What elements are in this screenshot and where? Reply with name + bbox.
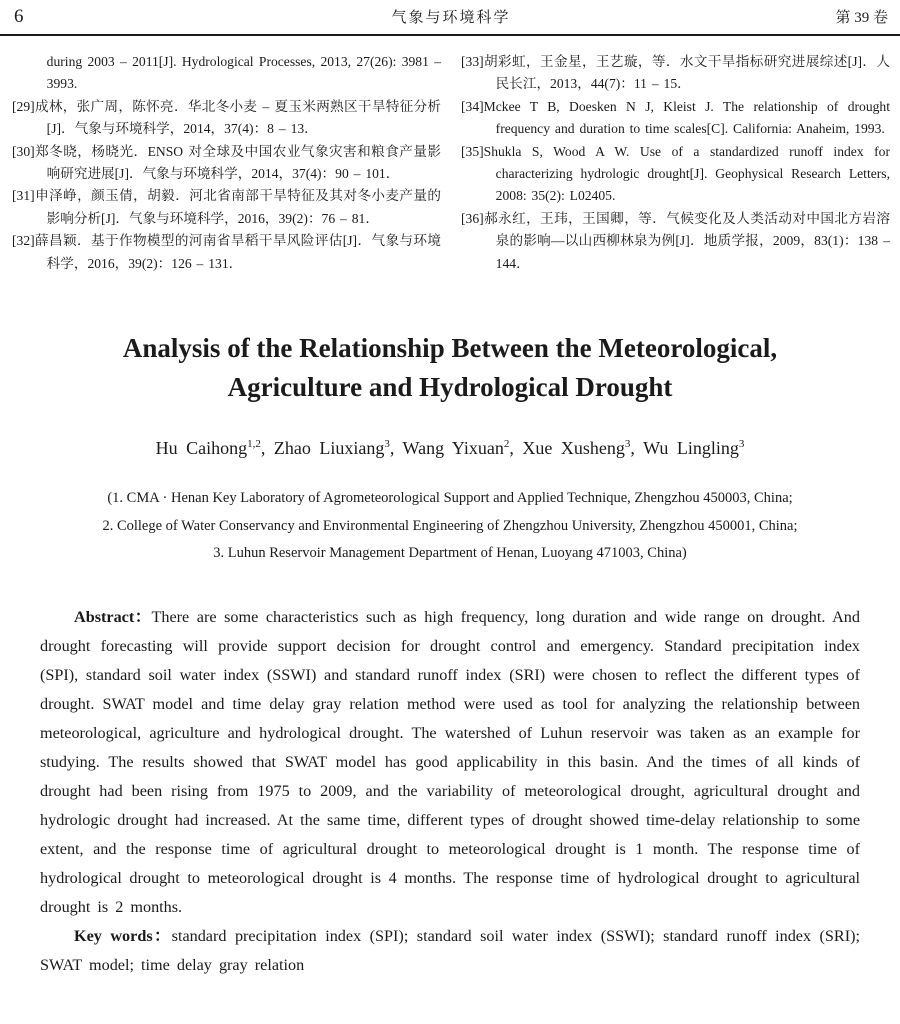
reference-item [12, 185, 441, 230]
reference-item [461, 51, 890, 96]
volume-label: 第 39 卷 [835, 10, 888, 26]
reference-marker: [30] [12, 143, 35, 159]
page-number: 6 [14, 6, 24, 27]
author [403, 438, 523, 458]
reference-text: 薛昌颖．基于作物模型的河南省旱稻干旱风险评估[J]．气象与环境科学，2016，39(2)：126 – 131． [34, 233, 441, 271]
author-name: Xue Xusheng [522, 438, 625, 459]
article-title-line1: Analysis of the Relationship Between the Meteorological, [122, 333, 778, 364]
reference-marker: [34] [461, 98, 484, 114]
author [643, 438, 744, 458]
author [156, 438, 274, 458]
reference-marker: [33] [461, 54, 484, 69]
reference-text: 郝永红，王玮，王国卿，等．气候变化及人类活动对中国北方岩溶泉的影响—以山西柳林泉为例[J]．地质学报，2009，83(1)：138 – 144． [483, 210, 890, 271]
abstract-text: There are some characteristics such as high frequency, long duration and wide range on drought. And drought forecasting will provide support decision for drought control and emergency. Standard precipitation index (SPI), standard soil water index (SSWI) and standard runoff index (SRI) were chosen to reflect the different types of drought. SWAT model and time delay gray relation method were used as tool for analyzing the relationship between meteorological, agriculture and hydrological drought. The watershed of Luhun reservoir was taken as an example for studying. The results showed that SWAT model has good applicability in this basin. And the times of all kinds of drought had been rising from 1975 to 2009, and the variability of meteorological drought, agricultural drought and hydrologic drought had increased. At the same time, different types of drought showed time-delay relationship to some extent, and the response time of agricultural drought to meteorological drought is 1 month. The response time of hydrological drought to meteorological drought is 4 months. The response time of hydrological drought to agricultural drought is 2 months. [40, 607, 860, 916]
affiliation-line: 2. College of Water Conservancy and Environmental Engineering of Zhengzhou University, Zhengzhou 450001, China; [102, 517, 798, 534]
affiliation-line: (1. CMA · Henan Key Laboratory of Agrometeorological Support and Applied Technique, Zhengzhou 450003, China; [107, 490, 793, 507]
author-separator: , [260, 438, 274, 459]
references-column-left [12, 51, 441, 275]
article-title-line2: Agriculture and Hydrological Drought [227, 372, 673, 403]
reference-text: 申泽峥，颜玉倩，胡毅．河北省南部干旱特征及其对冬小麦产量的影响分析[J]．气象与环境科学，2016，39(2)：76 – 81． [34, 188, 441, 226]
reference-marker: [36] [461, 210, 484, 226]
reference-marker: [31] [12, 188, 35, 204]
reference-text: 郑冬晓，杨晓光．ENSO 对全球及中国农业气象灾害和粮食产量影响研究进展[J]．气象与环境科学，2014，37(4)：90 – 101． [34, 143, 441, 182]
keywords-paragraph [40, 922, 860, 980]
reference-item [461, 141, 890, 208]
article-title [46, 329, 854, 407]
reference-text: Mckee T B, Doesken N J, Kleist J. The relationship of drought frequency and duration to time scales[C]. California: Anaheim, 1993. [483, 98, 890, 137]
author [274, 438, 403, 458]
author-separator: , [509, 438, 523, 459]
abstract-paragraph [40, 603, 860, 922]
author-affiliation-sup: 1,2 [247, 438, 261, 451]
author-separator: , [630, 438, 644, 459]
affiliation-line: 3. Luhun Reservoir Management Department of Henan, Luoyang 471003, China) [213, 545, 687, 562]
reference-text: during 2003 – 2011[J]. Hydrological Processes, 2013, 27(26): 3981 – 3993. [46, 54, 441, 92]
authors-line [0, 438, 900, 459]
abstract-block [40, 603, 860, 980]
reference-item [12, 230, 441, 275]
author [522, 438, 643, 458]
reference-text: 胡彩虹，王金星，王艺璇，等．水文干旱指标研究进展综述[J]．人民长江，2013，44(7)：11 – 15． [483, 54, 890, 92]
references-section [0, 36, 900, 275]
reference-marker: [29] [12, 98, 35, 114]
author-affiliation-sup: 2 [503, 438, 510, 451]
author-name: Wang Yixuan [402, 438, 504, 459]
affiliations [28, 485, 872, 568]
reference-marker: [35] [461, 143, 484, 159]
abstract-label: Abstract： [74, 607, 152, 626]
running-head [0, 0, 900, 28]
reference-text: 成林，张广周，陈怀亮．华北冬小麦 – 夏玉米两熟区干旱特征分析[J]．气象与环境科学，2014，37(4)：8 – 13． [34, 98, 441, 137]
author-name: Hu Caihong [155, 438, 248, 459]
reference-text: Shukla S, Wood A W. Use of a standardized runoff index for characterizing hydrologic drought[J]. Geophysical Research Letters, 2008: 35(2): L02405. [483, 143, 890, 204]
author-affiliation-sup: 3 [738, 438, 745, 451]
reference-item [12, 96, 441, 141]
journal-title: 气象与环境科学 [391, 10, 511, 26]
keywords-label: Key words： [74, 926, 172, 945]
author-affiliation-sup: 3 [624, 438, 631, 451]
reference-item [12, 141, 441, 186]
author-name: Wu Lingling [643, 438, 739, 459]
reference-item [12, 51, 441, 96]
author-affiliation-sup: 3 [384, 438, 390, 451]
references-column-right [461, 51, 890, 275]
author-separator: , [389, 438, 403, 459]
reference-item [461, 96, 890, 141]
reference-item [461, 208, 890, 275]
keywords-text: standard precipitation index (SPI); standard soil water index (SSWI); standard runoff index (SRI); SWAT model; time delay gray relation [40, 926, 860, 974]
reference-marker: [32] [12, 233, 35, 249]
author-name: Zhao Liuxiang [273, 438, 385, 459]
